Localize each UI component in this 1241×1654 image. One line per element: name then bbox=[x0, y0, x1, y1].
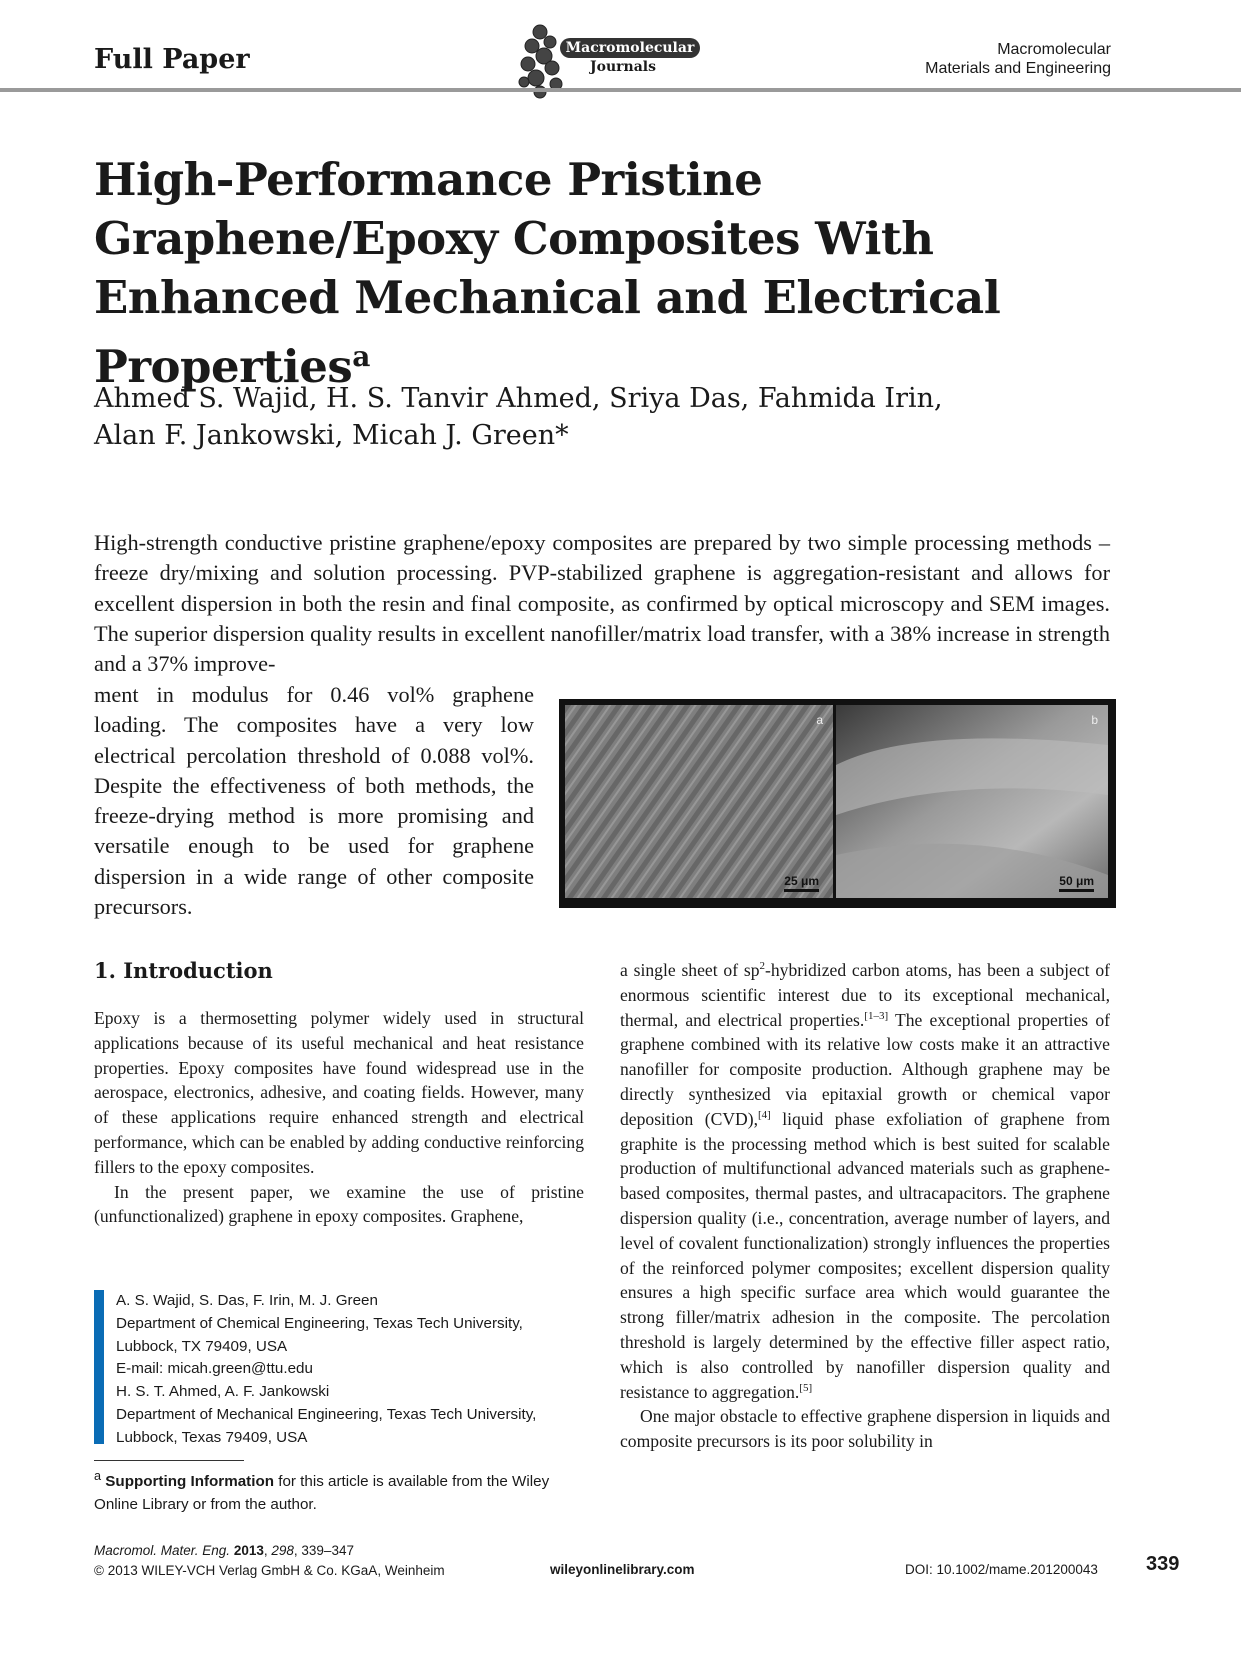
logo-title: Macromolecular bbox=[560, 38, 700, 58]
toc-figure bbox=[559, 699, 1116, 908]
text-run: The exceptional properties of graphene combined with its relative low costs make it an attractive nanofiller for composite production. Although graphene may be directly synthesized via epitaxial growth or chemical vapor deposition (CVD), bbox=[620, 1009, 1110, 1129]
header-rule bbox=[0, 88, 1241, 92]
author-list bbox=[94, 380, 1094, 454]
sem-image-b bbox=[836, 705, 1108, 898]
text-run: -hybridized carbon atoms, has been a subject of enormous scientific interest due to its exceptional mechanical, thermal, and electrical properties. bbox=[620, 960, 1110, 1030]
footnote-rule bbox=[94, 1460, 244, 1461]
affiliation-email[interactable]: E-mail: micah.green@ttu.edu bbox=[116, 1360, 313, 1378]
doi[interactable]: DOI: 10.1002/mame.201200043 bbox=[905, 1562, 1098, 1577]
affiliation-line: H. S. T. Ahmed, A. F. Jankowski bbox=[116, 1383, 330, 1401]
left-column bbox=[94, 958, 584, 1229]
text-run: a single sheet of sp bbox=[620, 960, 760, 980]
publisher-site-link[interactable]: wileyonlinelibrary.com bbox=[550, 1562, 695, 1577]
authors-line2: Alan F. Jankowski, Micah J. Green* bbox=[94, 420, 569, 451]
footnote bbox=[94, 1465, 594, 1517]
article-title bbox=[94, 150, 1104, 396]
footnote-text: for this article is available from the Wiley Online Library or from the author. bbox=[94, 1473, 550, 1513]
title-footnote-mark: a bbox=[352, 340, 370, 373]
footnote-mark: a bbox=[94, 1469, 102, 1483]
scale-bar-b bbox=[1059, 874, 1094, 892]
journal-abbrev: Macromol. Mater. Eng. bbox=[94, 1543, 231, 1558]
footnote-bold: Supporting Information bbox=[105, 1473, 275, 1491]
affiliation-line: Department of Mechanical Engineering, Texas Tech University, bbox=[116, 1405, 537, 1423]
abstract-upper: High-strength conductive pristine graphene/epoxy composites are prepared by two simple processing methods – freeze dry/mixing and solution processing. PVP-stabilized graphene is aggregation-resistant and allows for excellent dispersion in both the resin and final composite, as confirmed by optical microscopy and SEM images. The superior dispersion quality results in excellent nanofiller/matrix load transfer, with a 38% increase in strength and a 37% improve- bbox=[94, 530, 1110, 677]
affiliation-text bbox=[116, 1290, 586, 1450]
journal-name-line1: Macromolecular bbox=[997, 41, 1111, 58]
citation-ref[interactable]: [4] bbox=[758, 1108, 771, 1121]
intro-paragraph-2: In the present paper, we examine the use of pristine (unfunctionalized) graphene in epoxy composites. Graphene, bbox=[94, 1181, 584, 1227]
intro-paragraph-4: One major obstacle to effective graphene dispersion in liquids and composite precursors is its poor solubility in bbox=[620, 1406, 1110, 1452]
journal-name bbox=[925, 40, 1111, 78]
affiliation-line: Lubbock, Texas 79409, USA bbox=[116, 1428, 308, 1446]
journal-name-line2: Materials and Engineering bbox=[925, 60, 1111, 77]
citation-ref[interactable]: [5] bbox=[799, 1381, 813, 1394]
journal-year: 2013 bbox=[233, 1543, 264, 1558]
citation-ref[interactable]: [1–3] bbox=[864, 1009, 889, 1022]
scale-bar-b-label: 50 μm bbox=[1059, 874, 1094, 888]
scale-bar-a bbox=[784, 874, 819, 892]
superscript: 2 bbox=[759, 960, 766, 973]
panel-b-label: b bbox=[1091, 713, 1098, 727]
title-text: High-Performance Pristine Graphene/Epoxy Composites With Enhanced Mechanical and Electrical Properties bbox=[94, 153, 1001, 393]
intro-paragraph-3 bbox=[620, 958, 1110, 1404]
text-run: liquid phase exfoliation of graphene from graphite is the processing method which is best suited for scalable production of multifunctional advanced materials such as graphene-based composites, thermal pastes, and ultracapacitors. The graphene dispersion quality (i.e., concentration, average number of layers, and level of covalent functionalization) strongly influences the properties of the reinforced polymer composites; excellent dispersion quality ensures a high specific surface area which would guarantee the strong filler/matrix adhesion in the composite. The percolation threshold is largely determined by the effective filler aspect ratio, which is also controlled by nanofiller dispersion quality and resistance to aggregation. bbox=[620, 1108, 1110, 1402]
logo-subtitle: Journals bbox=[590, 59, 656, 75]
abstract-lower: ment in modulus for 0.46 vol% graphene loading. The composites have a very low electrical percolation threshold of 0.088 vol%. Despite the effectiveness of both methods, the freeze-drying method is more promising and versatile enough to be used for graphene dispersion in a wide range of other composite precursors. bbox=[94, 682, 534, 920]
right-column bbox=[620, 958, 1110, 1454]
authors-line1: Ahmed S. Wajid, H. S. Tanvir Ahmed, Sriya Das, Fahmida Irin, bbox=[94, 383, 943, 414]
intro-paragraph-1: Epoxy is a thermosetting polymer widely used in structural applications because of its useful mechanical and heat resistance properties. Epoxy composites have found widespread use in the aerospace, electronics, adhesive, and coating fields. However, many of these applications require enhanced strength and electrical performance, which can be enabled by adding conductive reinforcing fillers to the epoxy composites. bbox=[94, 1008, 584, 1177]
journal-volume: 298 bbox=[271, 1543, 294, 1558]
affiliation-line: Department of Chemical Engineering, Texas Tech University, bbox=[116, 1314, 523, 1332]
affiliation-accent-bar bbox=[94, 1290, 104, 1444]
sem-image-a bbox=[565, 705, 833, 898]
footer-citation: Macromol. Mater. Eng. 2013, 298, 339–347 © 2013 WILEY-VCH Verlag GmbH & Co. KGaA, Weinheim bbox=[94, 1541, 445, 1581]
journal-pages: , 339–347 bbox=[293, 1543, 354, 1558]
section-label: Full Paper bbox=[94, 44, 250, 75]
affiliation-line: Lubbock, TX 79409, USA bbox=[116, 1337, 288, 1355]
panel-a-label: a bbox=[816, 713, 823, 727]
scale-bar-a-label: 25 μm bbox=[784, 874, 819, 888]
section-heading: 1. Introduction bbox=[94, 958, 273, 983]
page-number: 339 bbox=[1146, 1553, 1180, 1575]
affiliation-line: A. S. Wajid, S. Das, F. Irin, M. J. Green bbox=[116, 1292, 378, 1309]
copyright: © 2013 WILEY-VCH Verlag GmbH & Co. KGaA, Weinheim bbox=[94, 1563, 445, 1578]
